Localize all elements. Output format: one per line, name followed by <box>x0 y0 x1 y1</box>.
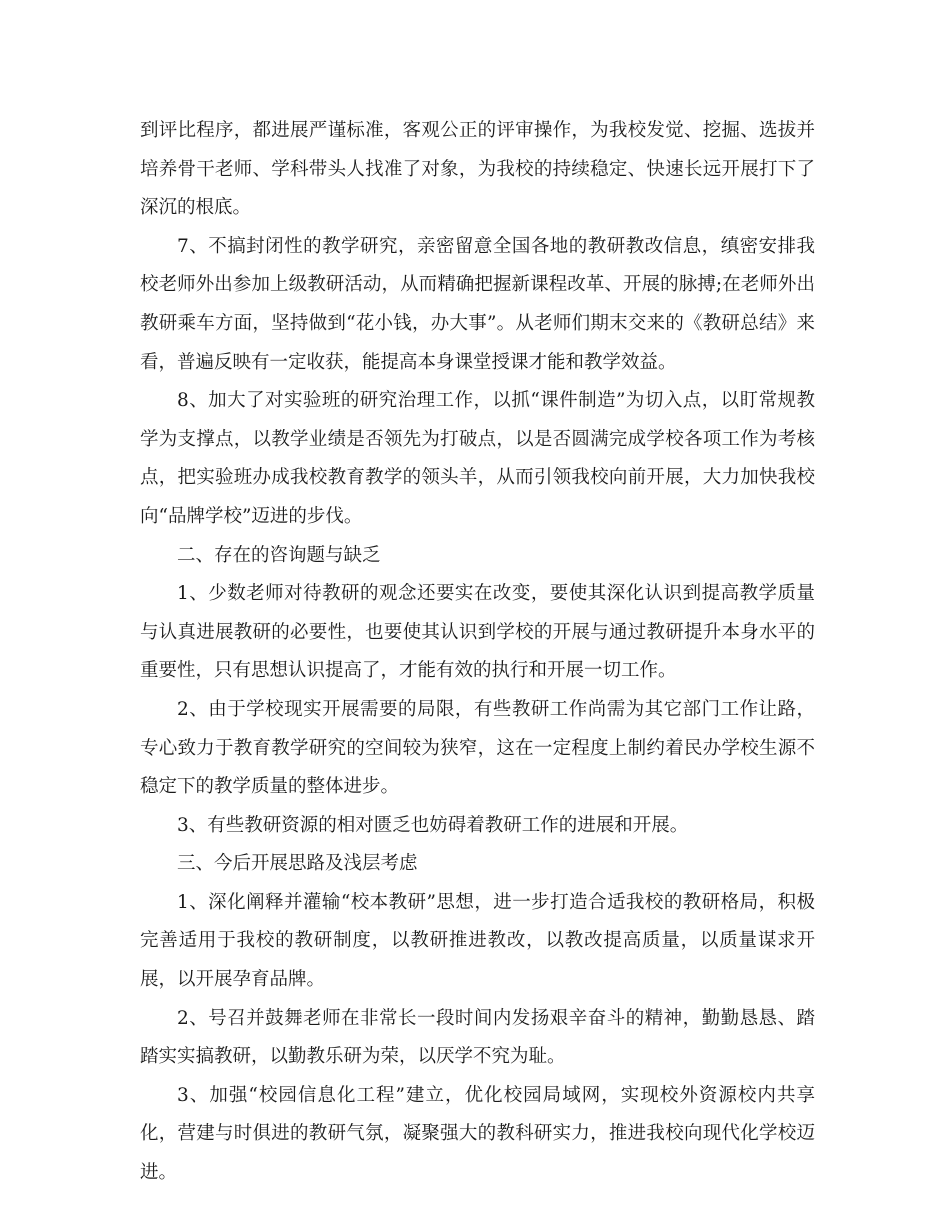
paragraph-future-3: 3、加强“校园信息化工程”建立，优化校园局域网，实现校外资源校内共享化，营建与时俱进的教研气氛，凝聚强大的教科研实力，推进我校向现代化学校迈进。 <box>140 1084 815 1184</box>
paragraph-item-8: 8、加大了对实验班的研究治理工作，以抓“课件制造”为切入点，以盯常规教学为支撑点，以教学业绩是否领先为打破点，以是否圆满完成学校各项工作为考核点，把实验班办成我校教育教学的领头羊，从而引领我校向前开展，大力加快我校向“品牌学校”迈进的步伐。 <box>140 390 815 527</box>
document-page <box>140 112 815 1193</box>
paragraph-continuation: 到评比程序，都进展严谨标准，客观公正的评审操作，为我校发觉、挖掘、选拔并培养骨干老师、学科带头人找准了对象，为我校的持续稳定、快速长远开展打下了深沉的根底。 <box>140 120 815 219</box>
paragraph-problem-1: 1、少数老师对待教研的观念还要实在改变，要使其深化认识到提高教学质量与认真进展教研的必要性，也要使其认识到学校的开展与通过教研提升本身水平的重要性，只有思想认识提高了，才能有效的执行和开展一切工作。 <box>140 583 815 682</box>
paragraph-problem-2: 2、由于学校现实开展需要的局限，有些教研工作尚需为其它部门工作让路，专心致力于教育教学研究的空间较为狭窄，这在一定程度上制约着民办学校生源不稳定下的教学质量的整体进步。 <box>140 698 815 798</box>
section-heading-problems: 二、存在的咨询题与缺乏 <box>177 544 381 566</box>
paragraph-future-2: 2、号召并鼓舞老师在非常长一段时间内发扬艰辛奋斗的精神，勤勤恳恳、踏踏实实搞教研，以勤教乐研为荣，以厌学不究为耻。 <box>140 1007 815 1068</box>
section-heading-future: 三、今后开展思路及浅层考虑 <box>177 853 418 875</box>
paragraph-item-7: 7、不搞封闭性的教学研究，亲密留意全国各地的教研教改信息，缜密安排我校老师外出参加上级教研活动，从而精确把握新课程改革、开展的脉搏;在老师外出教研乘车方面，坚持做到“花小钱，办大事”。从老师们期末交来的《教研总结》来看，普遍反映有一定收获，能提高本身课堂授课才能和教学效益。 <box>140 235 815 373</box>
paragraph-problem-3: 3、有些教研资源的相对匮乏也妨碍着教研工作的进展和开展。 <box>177 814 689 836</box>
paragraph-future-1: 1、深化阐释并灌输“校本教研”思想，进一步打造合适我校的教研格局，积极完善适用于我校的教研制度，以教研推进教改，以教改提高质量，以质量谋求开展，以开展孕育品牌。 <box>140 891 815 991</box>
